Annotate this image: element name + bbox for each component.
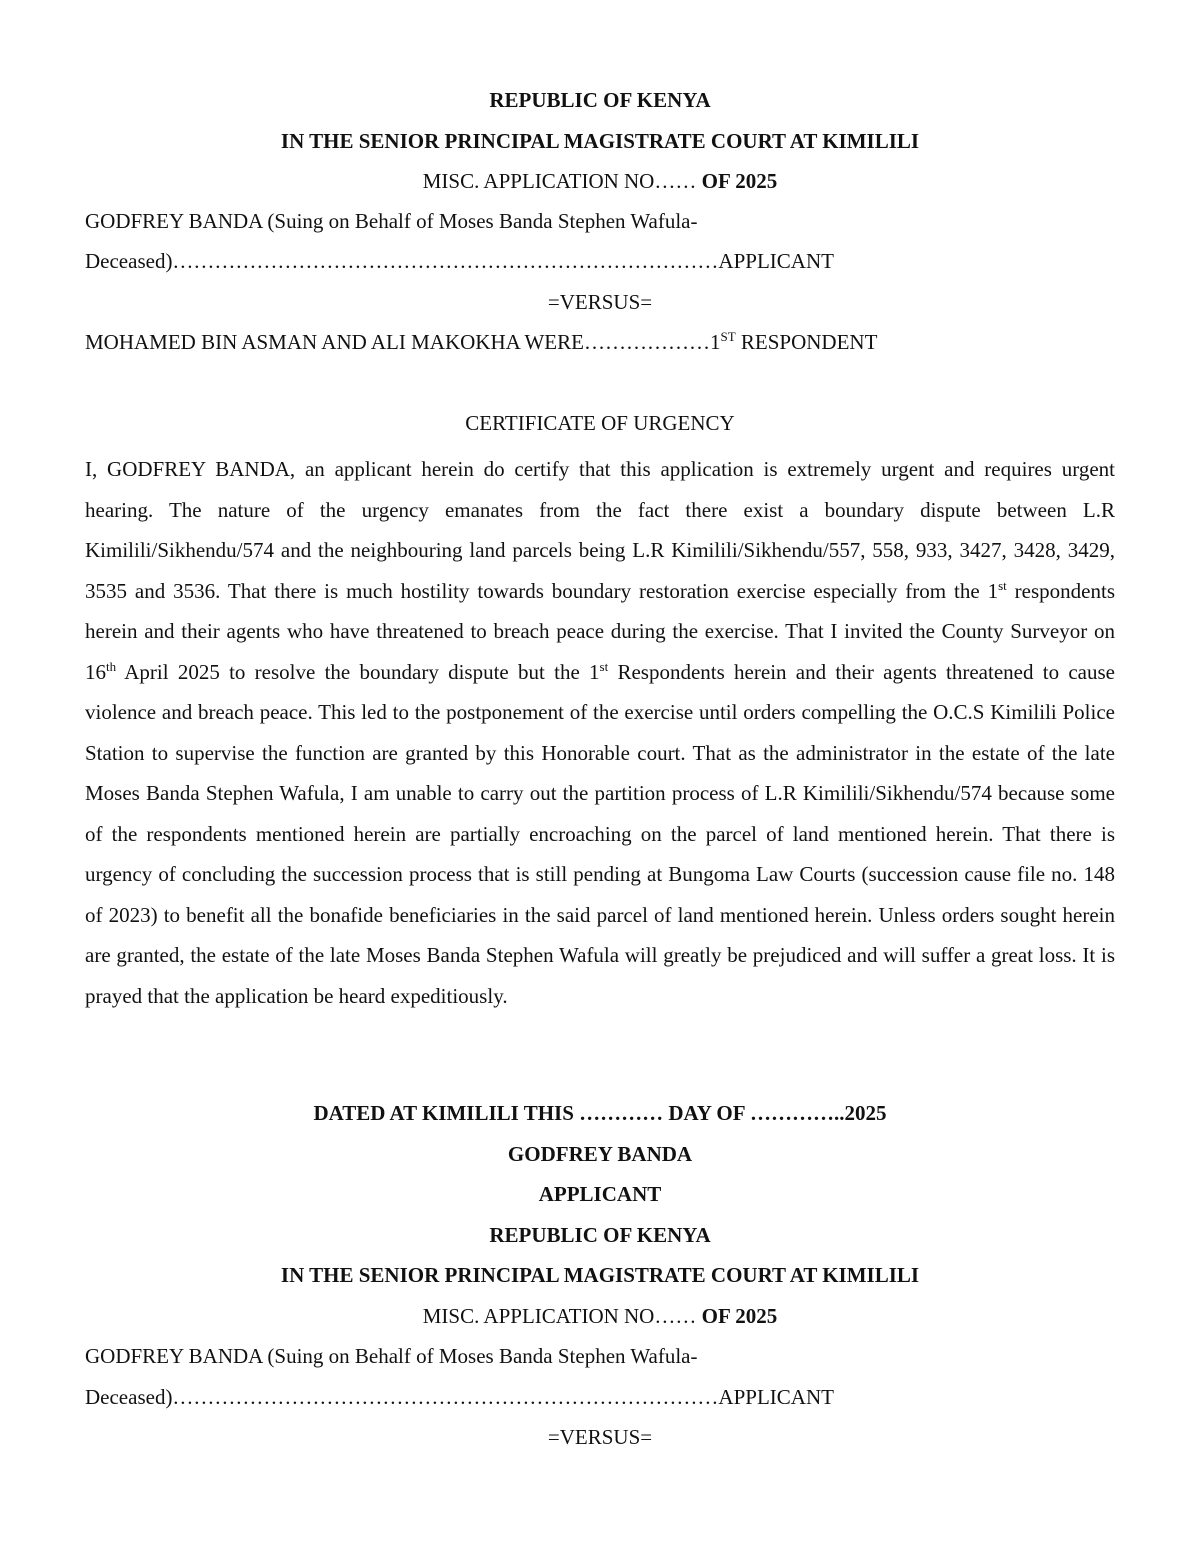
republic-heading: REPUBLIC OF KENYA: [489, 88, 711, 112]
respondent-line: [85, 329, 877, 355]
applicant-line-2-2: Deceased)……………………………………………………………………APPLICANT: [85, 1385, 834, 1409]
respondent-label: RESPONDENT: [735, 330, 878, 354]
ordinal-2: th: [106, 658, 117, 674]
application-year: OF 2025: [701, 1304, 778, 1328]
applicant-line-2: Deceased)……………………………………………………………………APPLICANT: [85, 249, 834, 273]
certificate-text-1: I, GODFREY BANDA, an applicant herein do certify that this application is extremely urgent and requires urgent hearing. The nature of the urgency emanates from the fact there exist a boundary dispute between L.R Kimilili/Sikhendu/574 and the neighbouring land parcels being L.R Kimilili/Sikhendu/557, 558, 933, 3427, 3428, 3429, 3535 and 3536. That there is much hostility towards boundary restoration exercise especially from the 1: [85, 457, 1115, 603]
respondent-ordinal: ST: [720, 329, 736, 344]
certificate-body: [85, 449, 1115, 1016]
misc-application-number: [0, 168, 1200, 194]
application-year: OF 2025: [701, 169, 778, 193]
dated-line: DATED AT KIMILILI THIS ………… DAY OF …………..2025: [313, 1101, 887, 1125]
misc-application-text-2: MISC. APPLICATION NO…… OF 2025: [422, 1304, 778, 1328]
respondent-text: MOHAMED BIN ASMAN AND ALI MAKOKHA WERE………………1: [85, 330, 721, 354]
republic-heading-2: REPUBLIC OF KENYA: [489, 1223, 711, 1247]
applicant-line-1: GODFREY BANDA (Suing on Behalf of Moses Banda Stephen Wafula-: [85, 209, 698, 233]
certificate-text-3: April 2025 to resolve the boundary dispute but the 1: [116, 659, 600, 684]
certificate-text-2: respondents herein and their agents who have threatened to breach peace during the exercise. That I invited the County Surveyor on 16: [85, 578, 1115, 684]
versus-separator: =VERSUS=: [547, 290, 653, 314]
misc-application-number-2: [0, 1303, 1200, 1329]
misc-application-text: MISC. APPLICATION NO…… OF 2025: [422, 169, 778, 193]
ordinal-1: st: [998, 577, 1007, 593]
ordinal-3: st: [599, 658, 609, 674]
certificate-text-4: Respondents herein and their agents threatened to cause violence and breach peace. This led to the postponement of the exercise until orders compelling the O.C.S Kimilili Police Station to supervise the function are granted by this Honorable court. That as the administrator in the estate of the late Moses Banda Stephen Wafula, I am unable to carry out the partition process of L.R Kimilili/Sikhendu/574 because some of the respondents mentioned herein are partially encroaching on the parcel of land mentioned herein. That there is urgency of concluding the succession process that is still pending at Bungoma Law Courts (succession cause file no. 148 of 2023) to benefit all the bonafide beneficiaries in the said parcel of land mentioned herein. Unless orders sought herein are granted, the estate of the late Moses Banda Stephen Wafula will greatly be prejudiced and will suffer a great loss. It is prayed that the application be heard expeditiously.: [85, 659, 1115, 1008]
applicant-line-1-2: GODFREY BANDA (Suing on Behalf of Moses Banda Stephen Wafula-: [85, 1344, 698, 1368]
court-heading-2: IN THE SENIOR PRINCIPAL MAGISTRATE COURT AT KIMILILI: [280, 1263, 920, 1287]
signatory-name: GODFREY BANDA: [507, 1142, 693, 1166]
versus-separator-2: =VERSUS=: [547, 1425, 653, 1449]
signatory-role: APPLICANT: [538, 1182, 662, 1206]
certificate-title: CERTIFICATE OF URGENCY: [465, 411, 735, 435]
court-heading: IN THE SENIOR PRINCIPAL MAGISTRATE COURT AT KIMILILI: [280, 129, 920, 153]
